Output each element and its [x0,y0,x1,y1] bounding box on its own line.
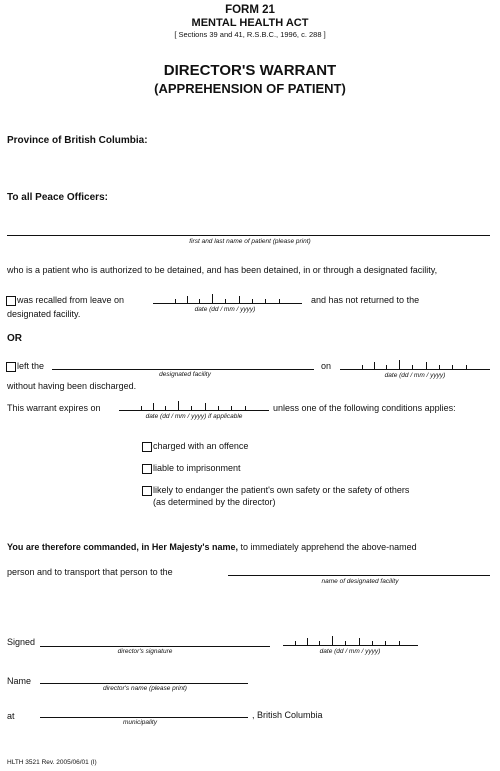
expiry-date-caption: date (dd / mm / yyyy) if applicable [145,413,243,420]
not-returned-text: and has not returned to the [311,295,420,305]
left-facility-caption: designated facility [159,371,211,378]
municipality-field[interactable] [40,705,248,717]
left-the-text: left the [17,361,45,371]
endanger-checkbox[interactable] [142,486,152,496]
signature-field[interactable] [40,634,270,646]
left-facility-checkbox[interactable] [6,362,16,372]
left-facility-field[interactable] [52,356,314,369]
peace-officers-heading: To all Peace Officers: [7,192,108,203]
signed-label: Signed [7,637,36,647]
signature-date-field[interactable] [283,636,418,646]
director-note: (as determined by the director) [153,497,276,507]
patient-name-caption: first and last name of patient (please print) [189,238,311,245]
signature-caption: director's signature [117,648,173,655]
offence-checkbox[interactable] [142,442,152,452]
act-name: MENTAL HEALTH ACT [191,17,309,29]
british-columbia-suffix: , British Columbia [252,710,323,720]
at-label: at [7,711,15,721]
patient-name-field[interactable] [7,222,490,236]
province-heading: Province of British Columbia: [7,135,148,146]
left-facility-underline [52,369,314,370]
destination-facility-underline [228,575,490,576]
destination-facility-caption: name of designated facility [321,578,399,585]
offence-label: charged with an offence [153,441,249,451]
transport-text: person and to transport that person to the [7,567,173,577]
page-subtitle: (APPREHENSION OF PATIENT) [154,81,346,96]
designated-facility-text: designated facility. [7,309,81,319]
command-rest: to immediately apprehend the above-named [238,542,417,552]
recall-date-caption: date (dd / mm / yyyy) [194,306,256,313]
expires-text: This warrant expires on [7,403,101,413]
conditions-text: unless one of the following conditions applies: [273,403,456,413]
destination-facility-field[interactable] [228,562,490,575]
name-label: Name [7,676,32,686]
page-title: DIRECTOR'S WARRANT [163,62,337,79]
imprisonment-checkbox[interactable] [142,464,152,474]
director-name-field[interactable] [40,671,248,683]
recall-date-field[interactable] [153,294,302,304]
endanger-label: likely to endanger the patient's own safety or the safety of others [153,485,410,495]
left-date-caption: date (dd / mm / yyyy) [384,372,446,379]
patient-name-underline [7,235,490,236]
expiry-date-field[interactable] [119,401,269,411]
not-discharged-text: without having been discharged. [7,381,137,391]
patient-statement: who is a patient who is authorized to be detained, and has been detained, in or through a designated facility, [7,265,438,275]
command-lead: You are therefore commanded, in Her Majesty's name, [7,542,239,552]
municipality-caption: municipality [123,719,157,726]
or-label: OR [7,333,22,344]
director-name-caption: director's name (please print) [103,685,187,692]
signature-underline [40,646,270,647]
sections-reference: [ Sections 39 and 41, R.S.B.C., 1996, c. 288 ] [174,30,326,39]
form-number: FORM 21 [225,4,275,16]
recalled-checkbox[interactable] [6,296,16,306]
form-footer-code: HLTH 3521 Rev. 2005/06/01 (I) [7,759,97,766]
command-statement [7,542,417,552]
municipality-underline [40,717,248,718]
recalled-text: was recalled from leave on [17,295,125,305]
left-date-field[interactable] [340,360,490,370]
imprisonment-label: liable to imprisonment [153,463,241,473]
signature-date-caption: date (dd / mm / yyyy) [319,648,381,655]
director-name-underline [40,683,248,684]
on-label: on [321,361,332,371]
